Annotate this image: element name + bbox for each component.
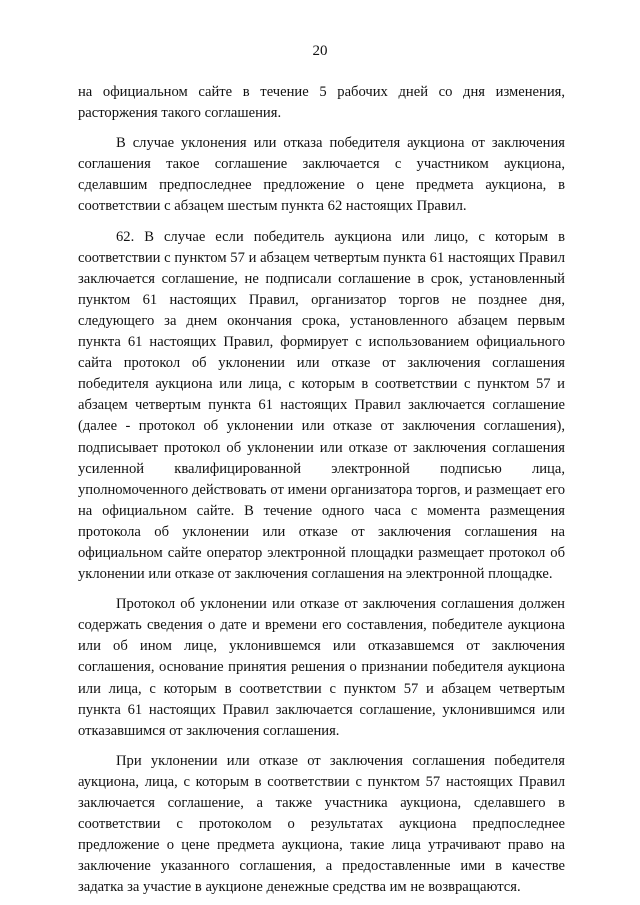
paragraph-protocol-contents: Протокол об уклонении или отказе от заключения соглашения должен содержать сведения о дате и времени его составления, победителе аукциона или об ином лице, уклонившемся или отказавшемся от заключения соглашения, основание принятия решения о признании победителя аукциона или лица, с которым в соответствии с пунктом 57 и абзацем четвертым пункта 61 настоящих Правил заключается соглашение, уклонившимся или отказавшимся от заключения соглашения. <box>78 596 565 739</box>
paragraph-clause-62: 62. В случае если победитель аукциона или лицо, с которым в соответствии с пунктом 57 и абзацем четвертым пункта 61 настоящих Правил заключается соглашение, не подписали соглашение в срок, установленный пунктом 61 настоящих Правил, организатор торгов не позднее дня, следующего за днем окончания срока, установленного абзацем первым пункта 61 настоящих Правил, формирует с использованием официального сайта протокол об уклонении или отказе от заключения соглашения победителя аукциона или лица, с которым в соответствии с пунктом 57 и абзацем четвертым пункта 61 настоящих Правил заключается соглашение (далее - протокол об уклонении или отказе от заключения соглашения), подписывает протокол об уклонении или отказе от заключения соглашения усиленной квалифицированной электронной подписью лица, уполномоченного действовать от имени организатора торгов, и размещает его на официальном сайте. В течение одного часа с момента размещения протокола об уклонении или отказе от заключения соглашения на официальном сайте оператор электронной площадки размещает протокол об уклонении или отказе от заключения соглашения на электронной площадке. <box>78 228 565 583</box>
paragraph-loss-of-right: При уклонении или отказе от заключения соглашения победителя аукциона, лица, с которым в соответствии с пунктом 57 настоящих Правил заключается соглашение, а также участника аукциона, сделавшего в соответствии с протоколом о результатах аукциона предпоследнее предложение о цене предмета аукциона, такие лица утрачивают право на заключение указанного соглашения, а предоставленные ими в качестве задатка за участие в аукционе денежные средства им не возвращаются. <box>78 752 565 896</box>
document-body <box>78 82 565 898</box>
paragraph-continuation: на официальном сайте в течение 5 рабочих дней со дня изменения, расторжения такого соглашения. <box>78 84 565 122</box>
page-number: 20 <box>312 43 328 59</box>
paragraph-evasion-winner: В случае уклонения или отказа победителя аукциона от заключения соглашения такое соглашение заключается с участником аукциона, сделавшим предпоследнее предложение о цене предмета аукциона, в соответствии с абзацем шестым пункта 62 настоящих Правил. <box>78 135 565 215</box>
